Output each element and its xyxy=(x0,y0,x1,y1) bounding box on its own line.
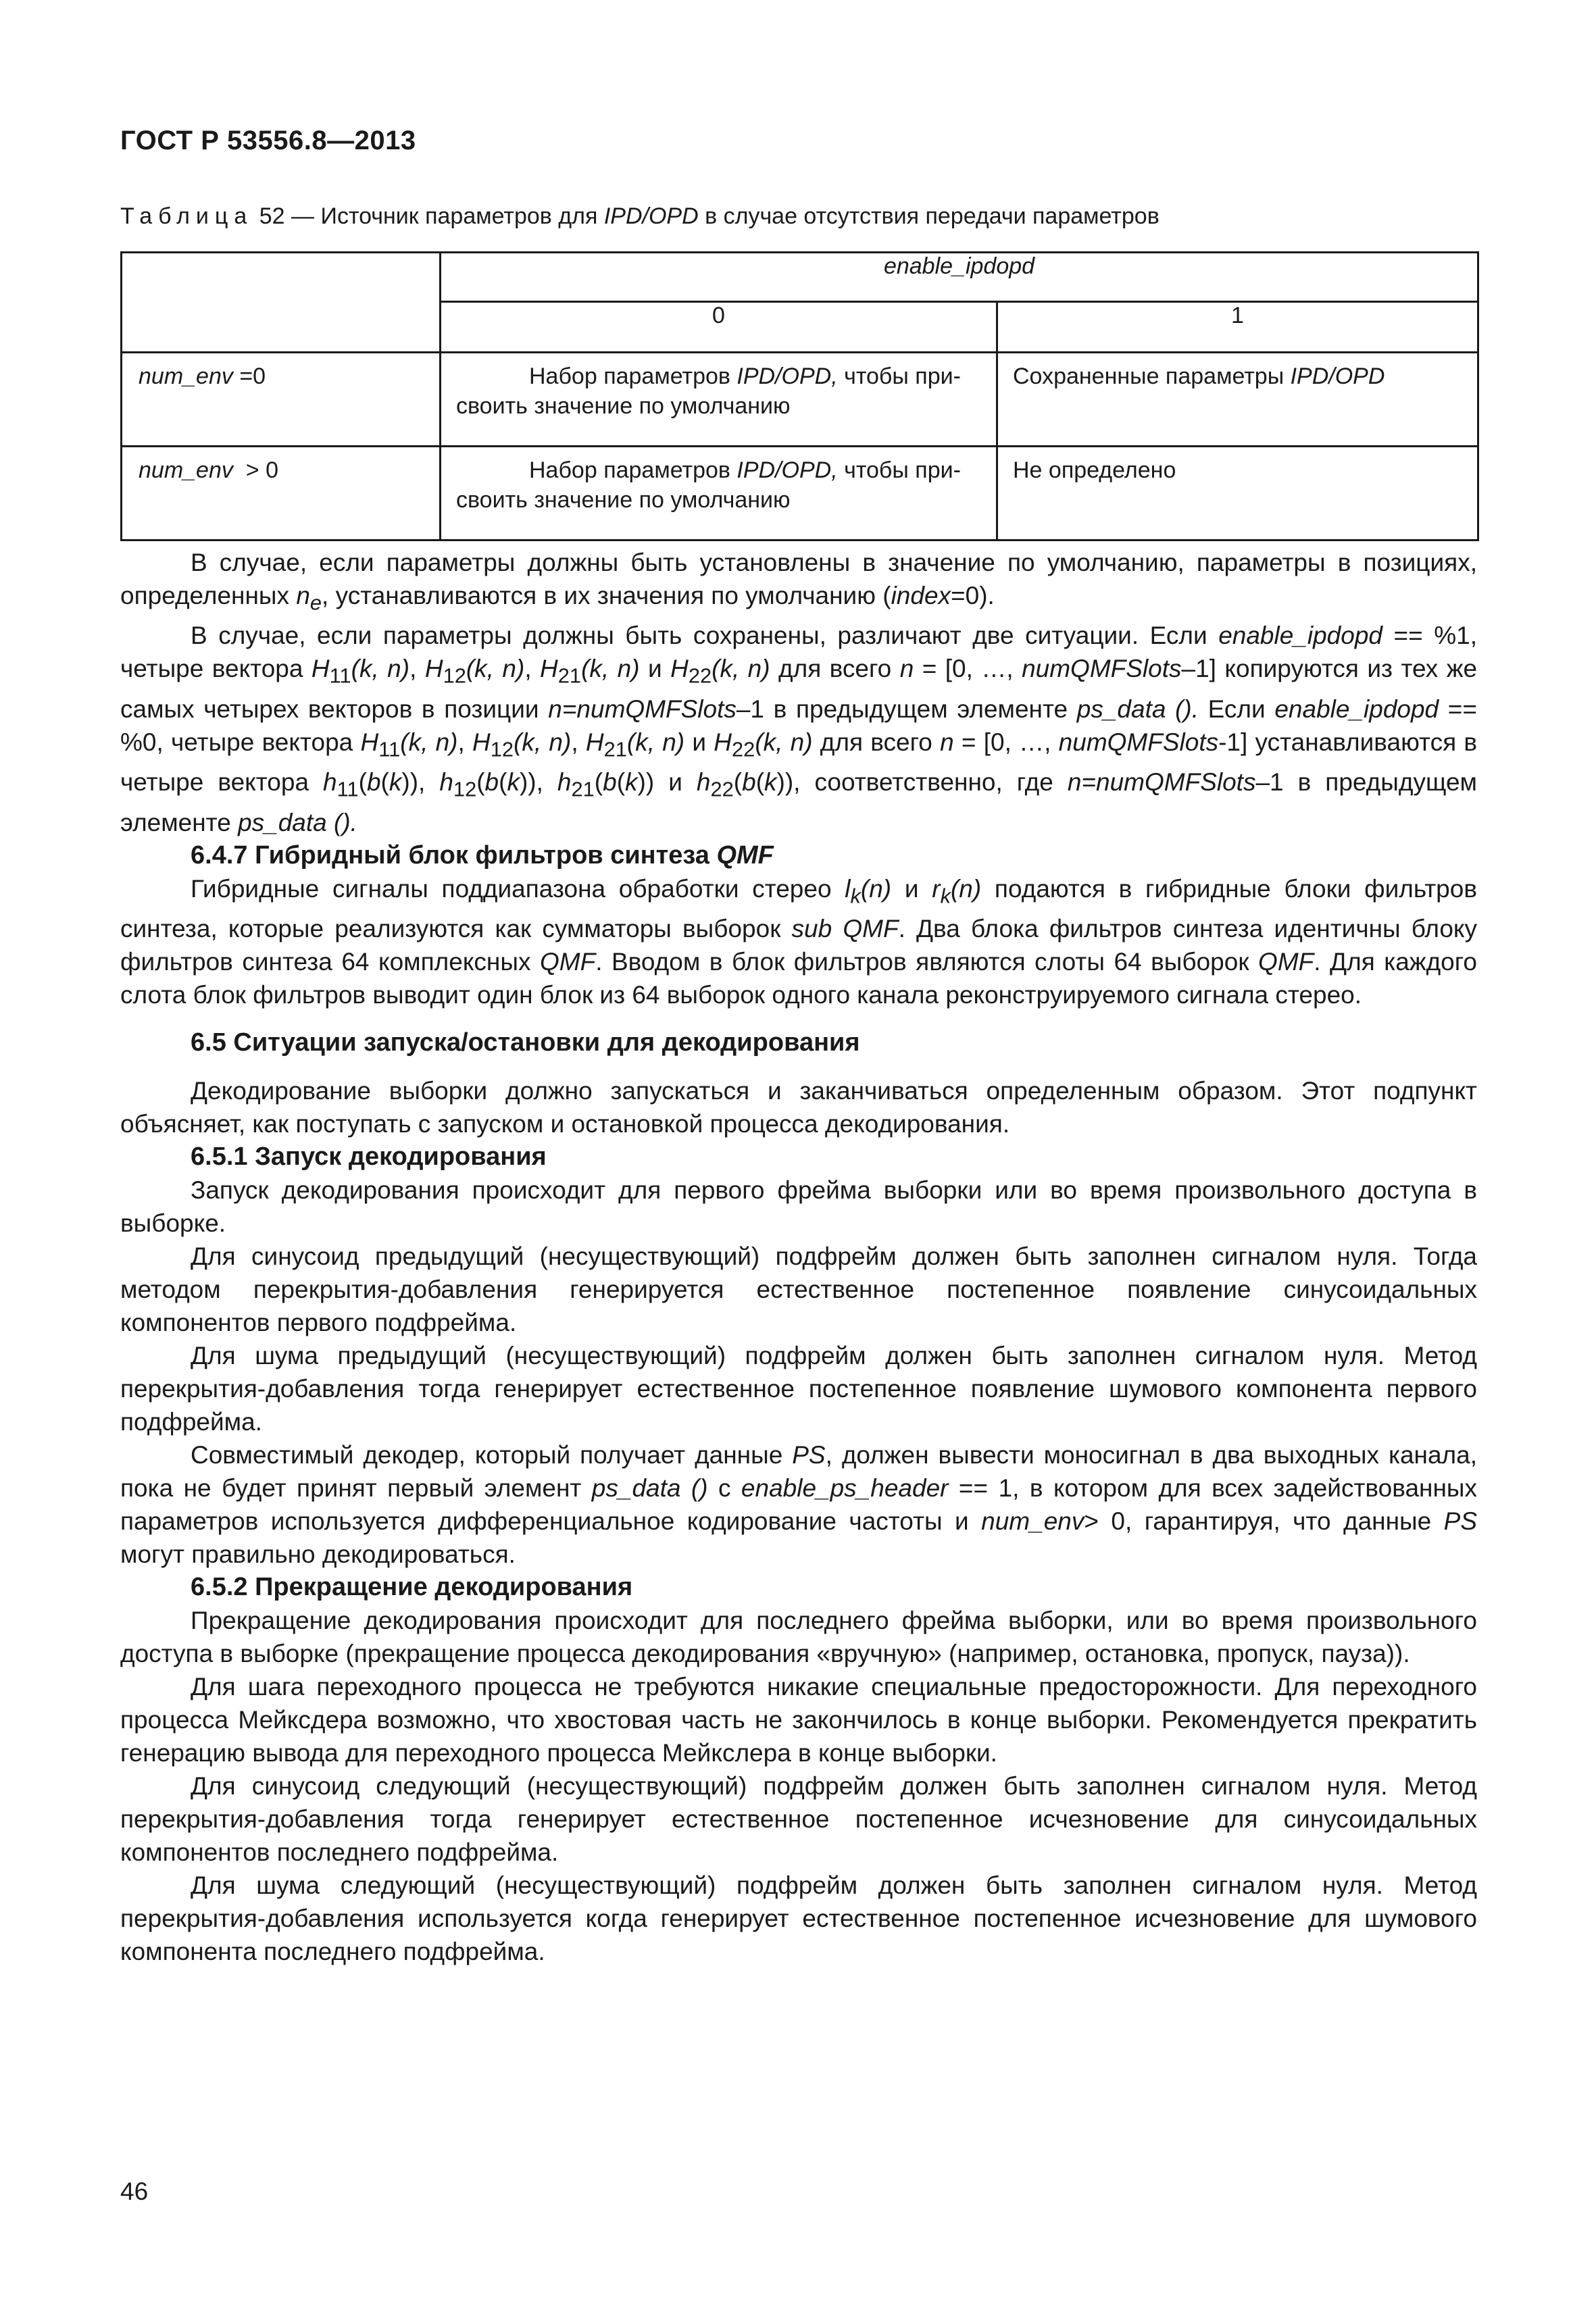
row-cell-col1 xyxy=(997,353,1478,447)
cell-text: Набор параметров xyxy=(529,363,730,389)
paragraph: Для синусоид предыдущий (несуществующий) подфрейм должен быть заполнен сигналом нуля. Тогда методом перекрытия-добавления генерируется естественное постепенное появление синусоидальных компонентов первого подфрейма. xyxy=(120,1242,1477,1336)
row-cell-col0 xyxy=(441,447,997,540)
table-caption-dash: — xyxy=(291,203,315,229)
page-number: 46 xyxy=(120,2178,149,2205)
table-caption xyxy=(120,203,1159,230)
table-caption-ipdopd: IPD/OPD xyxy=(603,203,699,229)
table-caption-text: Источник параметров для xyxy=(320,203,598,229)
cell-text: чтобы при- xyxy=(844,457,961,483)
paragraph: В случае, если параметры должны быть сохранены, различают две ситуации. Если enable_ipdopd == %1, четыре вектора $H_{11}(k$, n), $H_{12}(k$, n), $H_{21}(k$, n) и $H_{22}(k$, n) для всего n = [0, …, numQMFSlots–1] копируются из тех же самых четырех векторов в позиции n=numQMFSlots–1 в предыдущем элементе ps_data (). Если enable_ipdopd == %0, четыре вектора $H_{11}(k$, n), $H_{12}(k$, n), $H_{21}(k$, n) и $H_{22}(k$, n) для всего n = [0, …, numQMFSlots-1] устанавливаются в четыре вектора $h_{11}(b(k))$, $h_{12}(b(k))$, $h_{21}(b(k))$ и $h_{22}(b(k))$, соответственно, где n=numQMFSlots–1 в предыдущем элементе ps_data (). xyxy=(120,622,1478,836)
paragraph: Запуск декодирования происходит для первого фрейма выборки или во время произвольного доступа в выборке. xyxy=(120,1176,1477,1237)
row-label-cond: =0 xyxy=(232,363,266,389)
parameters-table xyxy=(120,251,1479,541)
table-col-header-1: 1 xyxy=(997,302,1478,353)
paragraph: В случае, если параметры должны быть установлены в значение по умолчанию, параметры в позициях, определенных $n_e$, устанавливаются в их значения по умолчанию (index=0). xyxy=(120,549,1477,615)
cell-italic: IPD/OPD xyxy=(1290,363,1385,389)
row-label-var: num_env xyxy=(139,457,233,483)
cell-italic: IPD/OPD, xyxy=(737,363,838,389)
paragraph: Совместимый декодер, который получает данные PS, должен вывести моносигнал в два выходных канала, пока не будет принят первый элемент ps_data () с enable_ps_header == 1, в котором для всех задействованных параметров используется дифференциальное кодирование частоты и num_env> 0, гарантируя, что данные PS могут правильно декодироваться. xyxy=(120,1440,1477,1568)
row-cell-col1: Не определено xyxy=(997,447,1478,540)
table-row xyxy=(122,447,1478,540)
row-label-var: num_env xyxy=(139,363,233,389)
paragraph: Гибридные сигналы поддиапазона обработки стерео $l_k(n)$ и $r_k(n)$ подаются в гибридные блоки фильтров синтеза, которые реализуются как сумматоры выборок sub QMF. Два блока фильтров синтеза идентичны блоку фильтров синтеза 64 комплексных QMF. Вводом в блок фильтров являются слоты 64 выборок QMF. Для каждого слота блок фильтров выводит один блок из 64 выборок одного канала реконструируемого сигнала стерео. xyxy=(120,874,1478,1009)
table-top-header: enable_ipdopd xyxy=(441,253,1478,302)
table-corner-cell xyxy=(122,253,441,353)
table-caption-text-end: в случае отсутствия передачи параметров xyxy=(705,203,1159,229)
paragraph: Декодирование выборки должно запускаться и заканчиваться определенным образом. Этот подпункт объясняет, как поступать с запуском и остановкой процесса декодирования. xyxy=(120,1076,1477,1138)
paragraph: Прекращение декодирования происходит для последнего фрейма выборки, или во время произвольного доступа в выборке (прекращение процесса декодирования «вручную» (например, остановка, пропуск, пауза)). xyxy=(120,1606,1477,1667)
table-header-row xyxy=(122,253,1478,302)
section-heading-6-5-1: 6.5.1 Запуск декодирования xyxy=(191,1142,547,1171)
cell-text: Сохраненные параметры xyxy=(1013,363,1285,389)
table-col-header-0: 0 xyxy=(441,302,997,353)
section-heading-6-5: 6.5 Ситуации запуска/остановки для декодирования xyxy=(191,1028,860,1057)
table-caption-number: 52 xyxy=(259,203,285,229)
row-label-cond: > 0 xyxy=(232,457,278,483)
paragraph: Для шага переходного процесса не требуются никакие специальные предосторожности. Для переходного процесса Мейксдера возможно, что хвостовая часть не закончилось в конце выборки. Рекомендуется прекратить генерацию вывода для переходного процесса Мейкслера в конце выборки. xyxy=(120,1672,1477,1767)
section-heading-6-4-7: 6.4.7 Гибридный блок фильтров синтеза QMF xyxy=(191,840,774,870)
paragraph: Для шума следующий (несуществующий) подфрейм должен быть заполнен сигналом нуля. Метод перекрытия-добавления используется когда генерирует естественное постепенное исчезновение для шумового компонента последнего подфрейма. xyxy=(120,1871,1477,1965)
row-cell-col0 xyxy=(441,353,997,447)
section-heading-6-5-2: 6.5.2 Прекращение декодирования xyxy=(191,1572,633,1601)
cell-text: своить значение по умолчанию xyxy=(456,487,791,513)
body-text xyxy=(120,546,1477,1968)
document-header: ГОСТ Р 53556.8—2013 xyxy=(120,126,416,155)
table-caption-label: Таблица xyxy=(120,203,253,229)
table-row xyxy=(122,353,1478,447)
row-label xyxy=(122,353,441,447)
row-label xyxy=(122,447,441,540)
cell-text: своить значение по умолчанию xyxy=(456,393,791,419)
cell-italic: IPD/OPD, xyxy=(737,457,838,483)
cell-text: Набор параметров xyxy=(529,457,730,483)
paragraph: Для синусоид следующий (несуществующий) подфрейм должен быть заполнен сигналом нуля. Метод перекрытия-добавления тогда генерирует естественное постепенное исчезновение для синусоидальных компонентов последнего подфрейма. xyxy=(120,1771,1477,1866)
paragraph: Для шума предыдущий (несуществующий) подфрейм должен быть заполнен сигналом нуля. Метод перекрытия-добавления тогда генерирует естественное постепенное появление шумового компонента первого подфрейма. xyxy=(120,1341,1477,1436)
cell-text: чтобы при- xyxy=(844,363,961,389)
